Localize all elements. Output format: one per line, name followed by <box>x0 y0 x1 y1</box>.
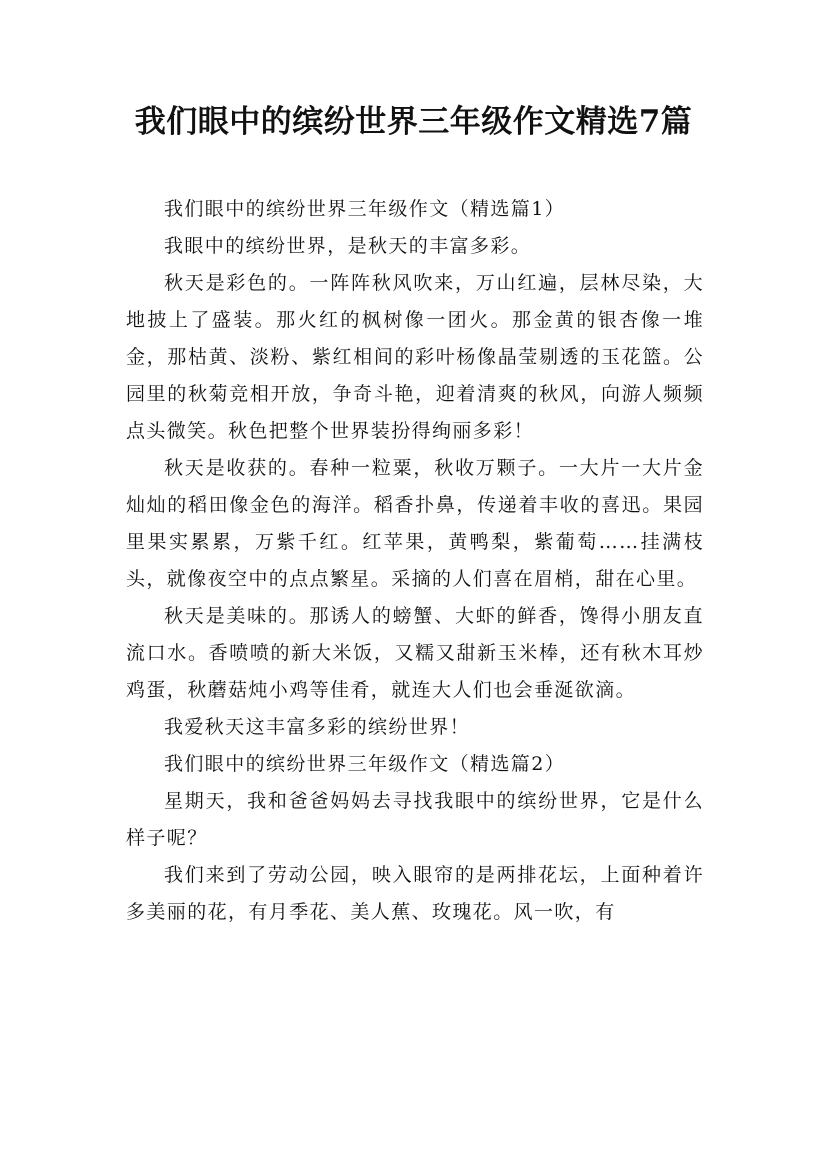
paragraph: 我们来到了劳动公园，映入眼帘的是两排花坛，上面种着许多美丽的花，有月季花、美人蕉、玫瑰花。风一吹，有 <box>126 864 704 923</box>
document-title: 我们眼中的缤纷世界三年级作文精选7篇 <box>134 104 693 140</box>
section-heading: 我们眼中的缤纷世界三年级作文（精选篇2） <box>164 753 566 775</box>
paragraph: 我爱秋天这丰富多彩的缤纷世界！ <box>164 716 471 738</box>
paragraph: 我眼中的缤纷世界，是秋天的丰富多彩。 <box>164 235 532 257</box>
paragraph: 秋天是收获的。春种一粒粟，秋收万颗子。一大片一大片金灿灿的稻田像金色的海洋。稻香扑鼻，传递着丰收的喜迅。果园里果实累累，万紫千红。红苹果，黄鸭梨，紫葡萄……挂满枝头，就像夜空中的点点繁星。采摘的人们喜在眉梢，甜在心里。 <box>126 457 704 590</box>
paragraph: 星期天，我和爸爸妈妈去寻找我眼中的缤纷世界，它是什么样子呢？ <box>126 790 704 849</box>
section-heading: 我们眼中的缤纷世界三年级作文（精选篇1） <box>164 198 566 220</box>
document-body <box>126 191 704 931</box>
paragraph: 秋天是彩色的。一阵阵秋风吹来，万山红遍，层林尽染，大地披上了盛装。那火红的枫树像一团火。那金黄的银杏像一堆金，那枯黄、淡粉、紫红相间的彩叶杨像晶莹剔透的玉花篮。公园里的秋菊竞相开放，争奇斗艳，迎着清爽的秋风，向游人频频点头微笑。秋色把整个世界装扮得绚丽多彩！ <box>126 272 704 442</box>
paragraph: 秋天是美味的。那诱人的螃蟹、大虾的鲜香，馋得小朋友直流口水。香喷喷的新大米饭，又糯又甜新玉米棒，还有秋木耳炒鸡蛋，秋蘑菇炖小鸡等佳肴，就连大人们也会垂涎欲滴。 <box>126 605 704 701</box>
